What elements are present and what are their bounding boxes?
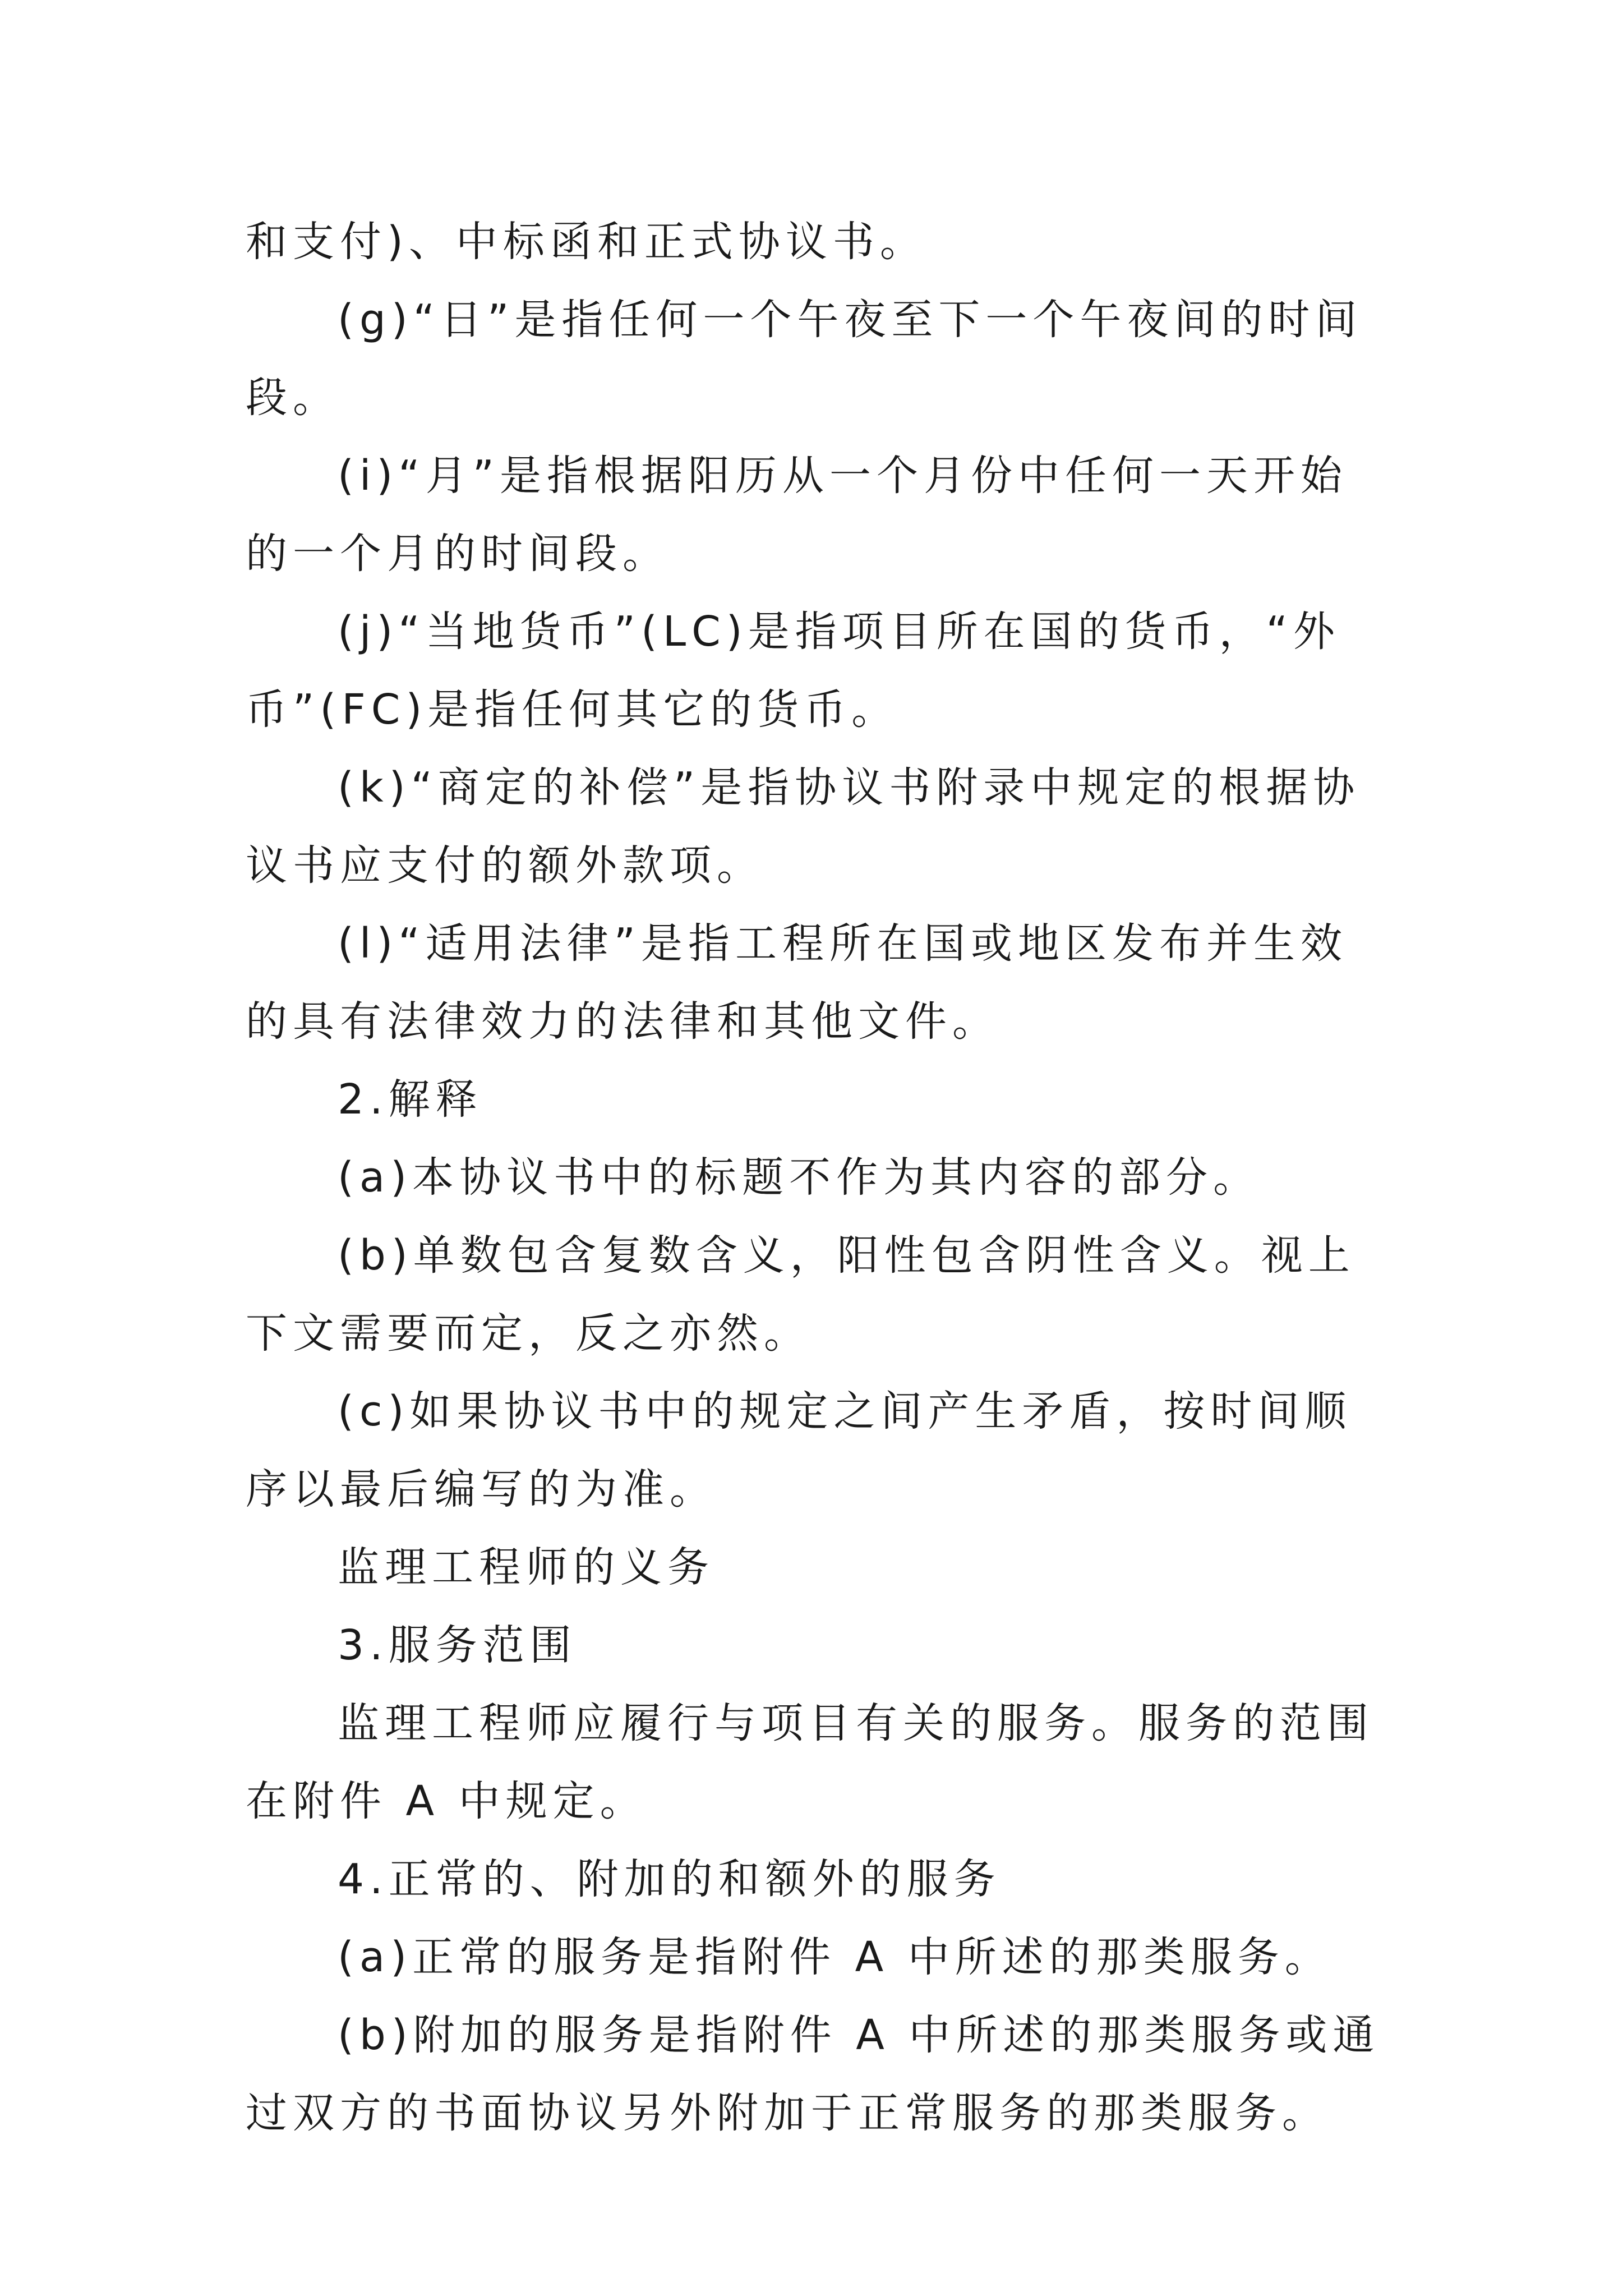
paragraph-normal-services: (a)正常的服务是指附件 A 中所述的那类服务。 bbox=[338, 1933, 1332, 1981]
section-heading-scope-of-services: 3.服务范围 bbox=[338, 1621, 577, 1669]
paragraph-definition-i: (i)“月”是指根据阳历从一个月份中任何一天开始的一个月的时间段。 bbox=[246, 452, 1348, 578]
paragraph-definition-k: (k)“商定的补偿”是指协议书附录中规定的根据协议书应支付的额外款项。 bbox=[246, 763, 1361, 890]
section-heading-engineer-duties: 监理工程师的义务 bbox=[338, 1543, 714, 1591]
section-heading-services-types: 4.正常的、附加的和额外的服务 bbox=[338, 1855, 1001, 1903]
paragraph-definition-l: (l)“适用法律”是指工程所在国或地区发布并生效的具有法律效力的法律和其他文件。 bbox=[246, 919, 1348, 1046]
paragraph-1: 和支付)、中标函和正式协议书。 bbox=[246, 218, 927, 266]
section-heading-interpretation: 2.解释 bbox=[338, 1075, 483, 1124]
document-body bbox=[246, 203, 1384, 2152]
paragraph-interpretation-c: (c)如果协议书中的规定之间产生矛盾，按时间顺序以最后编写的为准。 bbox=[246, 1387, 1352, 1513]
paragraph-interpretation-a: (a)本协议书中的标题不作为其内容的部分。 bbox=[338, 1153, 1261, 1202]
paragraph-additional-services: (b)附加的服务是指附件 A 中所述的那类服务或通过双方的书面协议另外附加于正常服务的那类服务。 bbox=[246, 2011, 1380, 2137]
paragraph-interpretation-b: (b)单数包含复数含义，阳性包含阴性含义。视上下文需要而定，反之亦然。 bbox=[246, 1231, 1355, 1358]
paragraph-definition-g: (g)“日”是指任何一个午夜至下一个午夜间的时间段。 bbox=[246, 296, 1363, 422]
paragraph-scope-of-services: 监理工程师应履行与项目有关的服务。服务的范围在附件 A 中规定。 bbox=[246, 1699, 1374, 1825]
paragraph-definition-j: (j)“当地货币”(LC)是指项目所在国的货币，“外币”(FC)是指任何其它的货币。 bbox=[246, 608, 1340, 734]
